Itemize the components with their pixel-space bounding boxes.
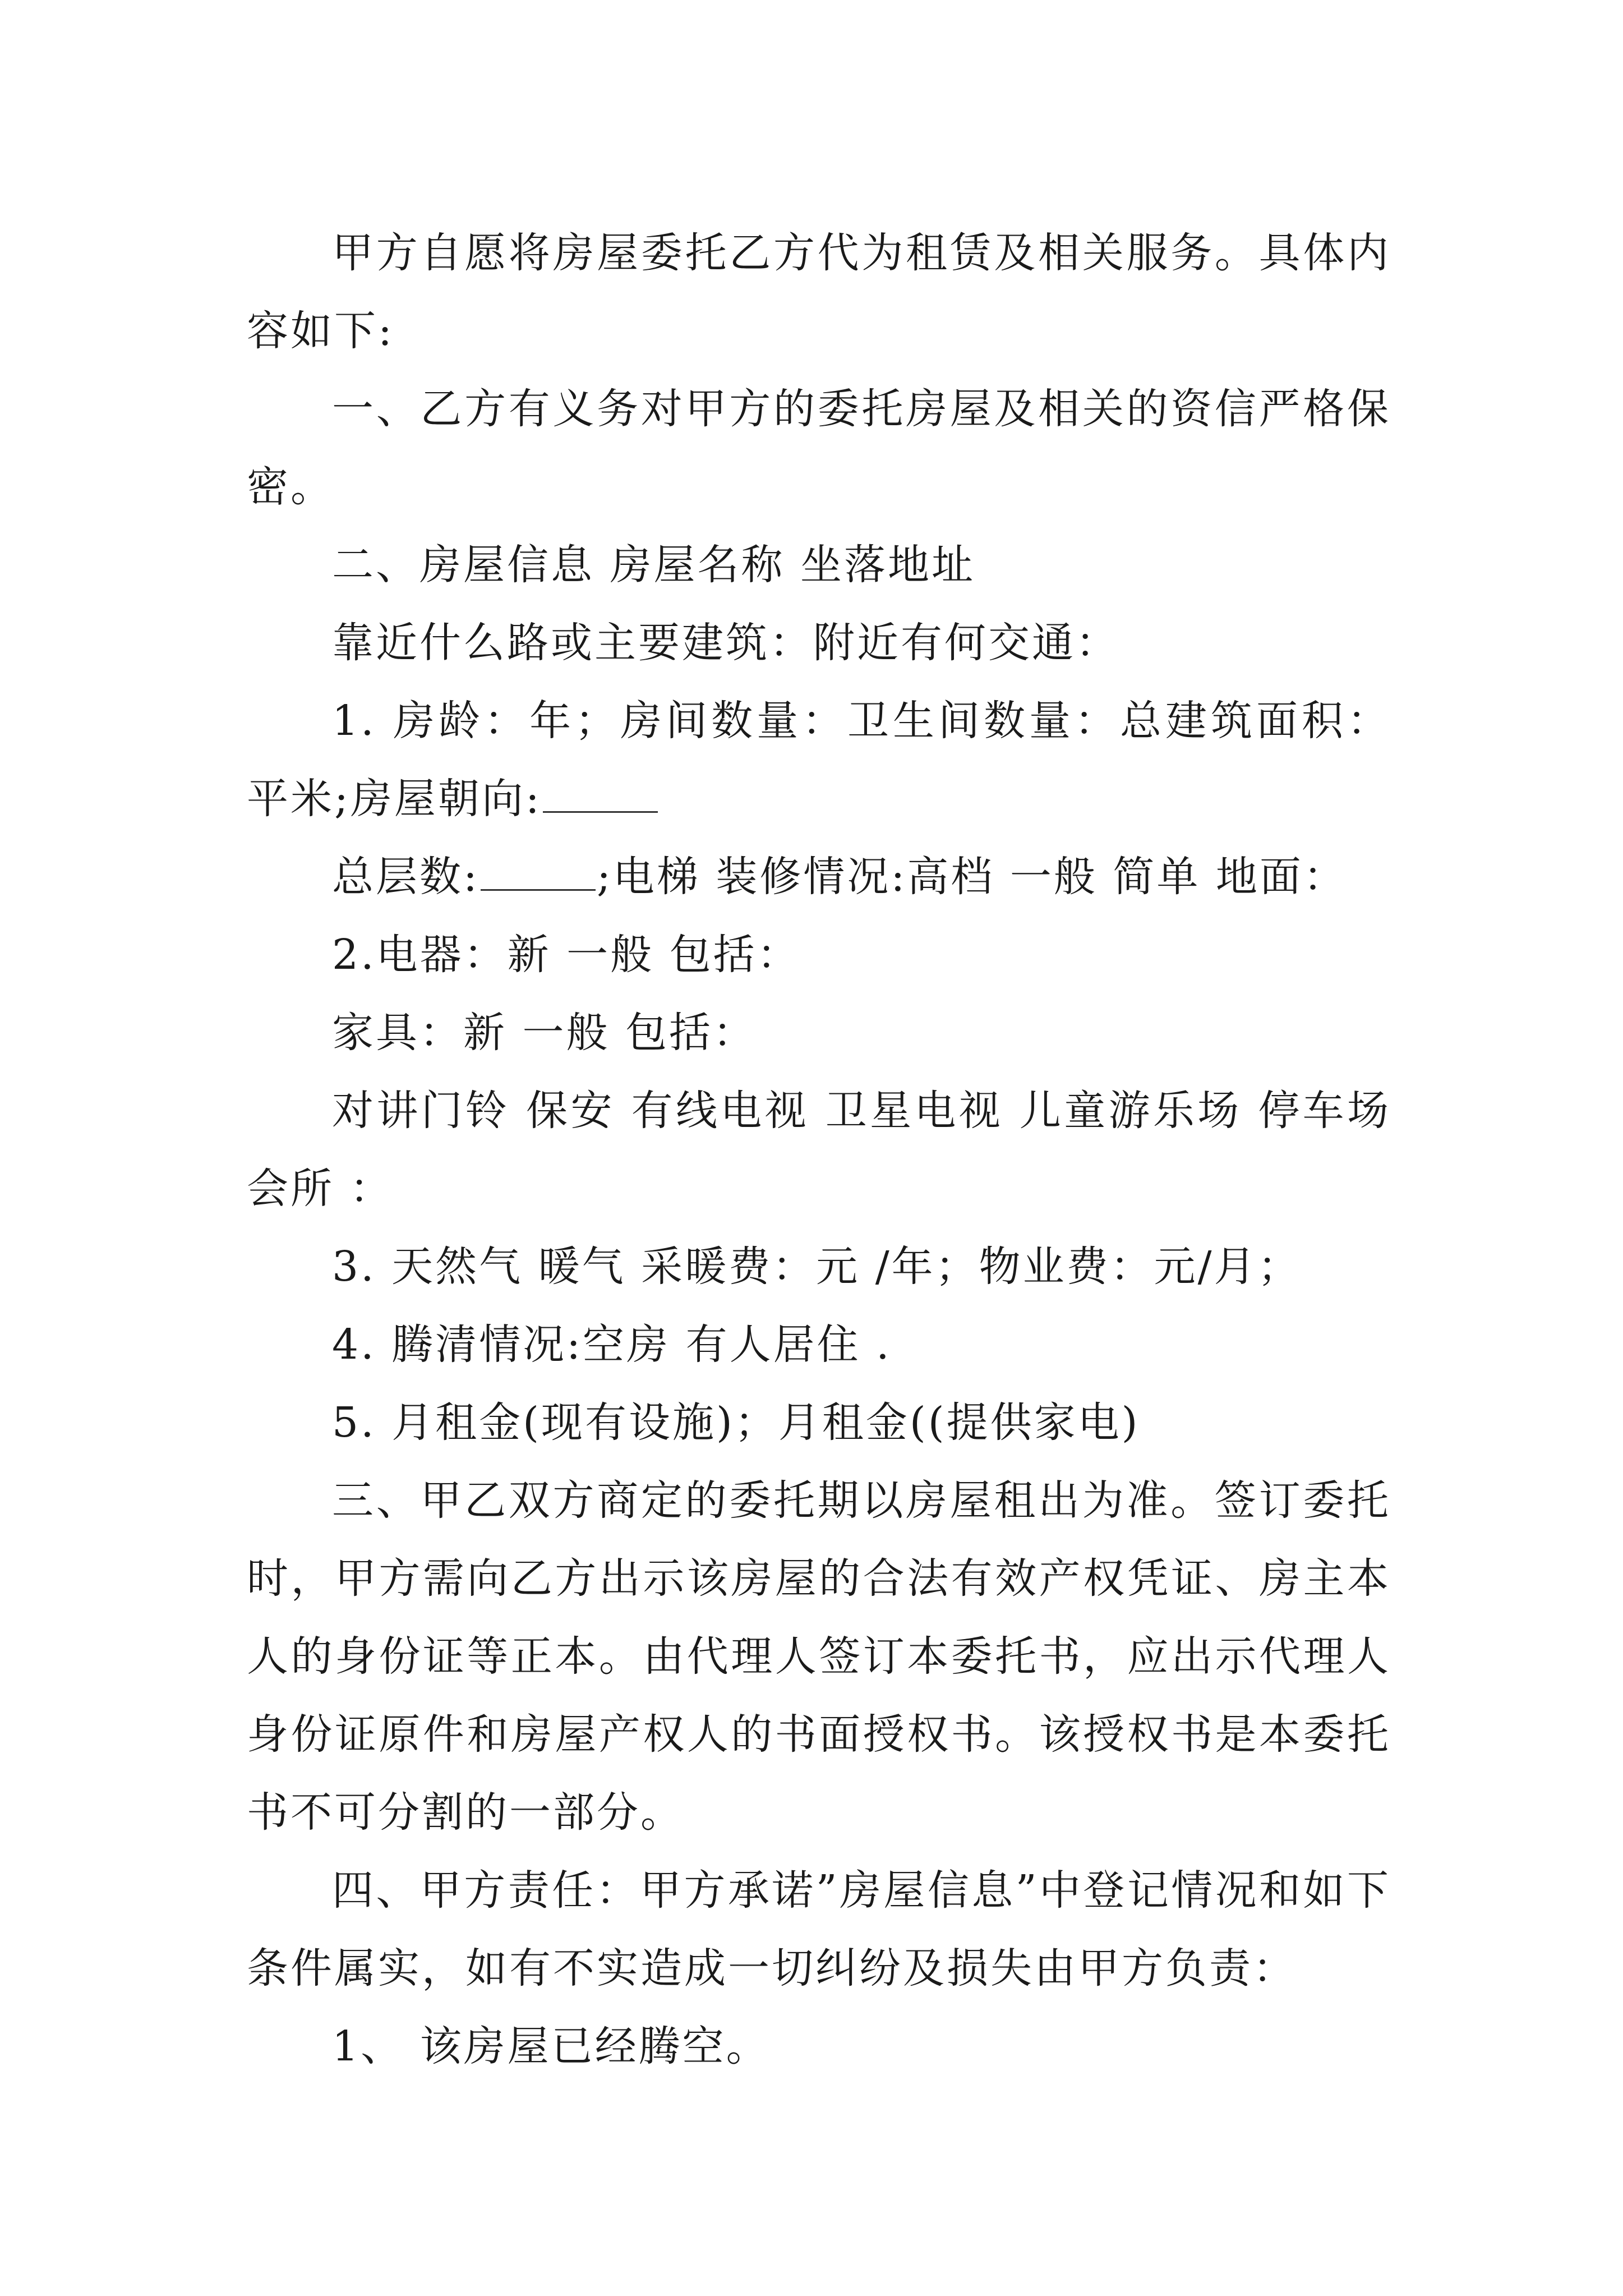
clause-3-paragraph: 三、甲乙双方商定的委托期以房屋租出为准。签订委托时，甲方需向乙方出示该房屋的合法有效产权凭证、房主本人的身份证等正本。由代理人签订本委托书，应出示代理人身份证原件和房屋产权人的书面授权书。该授权书是本委托书不可分割的一部分。 [247, 1476, 1391, 1837]
clause-2-heading: 二、房屋信息 房屋名称 坐落地址 [332, 541, 976, 589]
monthly-rent-line: 5. 月租金(现有设施)；月租金((提供家电) [332, 1398, 1140, 1447]
facilities-line: 对讲门铃 保安 有线电视 卫星电视 儿童游乐场 停车场 会所 ： [247, 1087, 1391, 1213]
nearby-roads-line: 靠近什么路或主要建筑：附近有何交通： [332, 619, 1119, 667]
floors-blank [481, 884, 596, 891]
intro-paragraph: 甲方自愿将房屋委托乙方代为租赁及相关服务。具体内容如下: [247, 229, 1391, 355]
clause-4-item-1: 1、 该房屋已经腾空。 [332, 2022, 770, 2070]
vacancy-line: 4. 腾清情况:空房 有人居住 . [332, 1320, 892, 1369]
heating-fees-line: 3. 天然气 暖气 采暖费：元 /年；物业费：元/月； [332, 1243, 1302, 1291]
elevator-decoration-text: ;电梯 装修情况:高档 一般 简单 地面： [596, 853, 1347, 901]
furniture-line: 家具：新 一般 包括： [332, 1009, 757, 1057]
appliances-line: 2.电器：新 一般 包括： [332, 931, 801, 979]
clause-4-paragraph: 四、甲方责任：甲方承诺”房屋信息”中登记情况和如下条件属实，如有不实造成一切纠纷及损失由甲方负责： [247, 1866, 1391, 1993]
house-age-line [247, 682, 1391, 838]
document-body [247, 214, 1391, 2086]
clause-1-confidentiality: 一、乙方有义务对甲方的委托房屋及相关的资信严格保密。 [247, 385, 1391, 511]
floors-label: 总层数: [332, 853, 479, 901]
floors-line [247, 838, 1391, 916]
house-age-text: 1. 房龄：年；房间数量：卫生间数量：总建筑面积：平米;房屋朝向: [247, 697, 1391, 823]
orientation-blank [543, 806, 658, 813]
